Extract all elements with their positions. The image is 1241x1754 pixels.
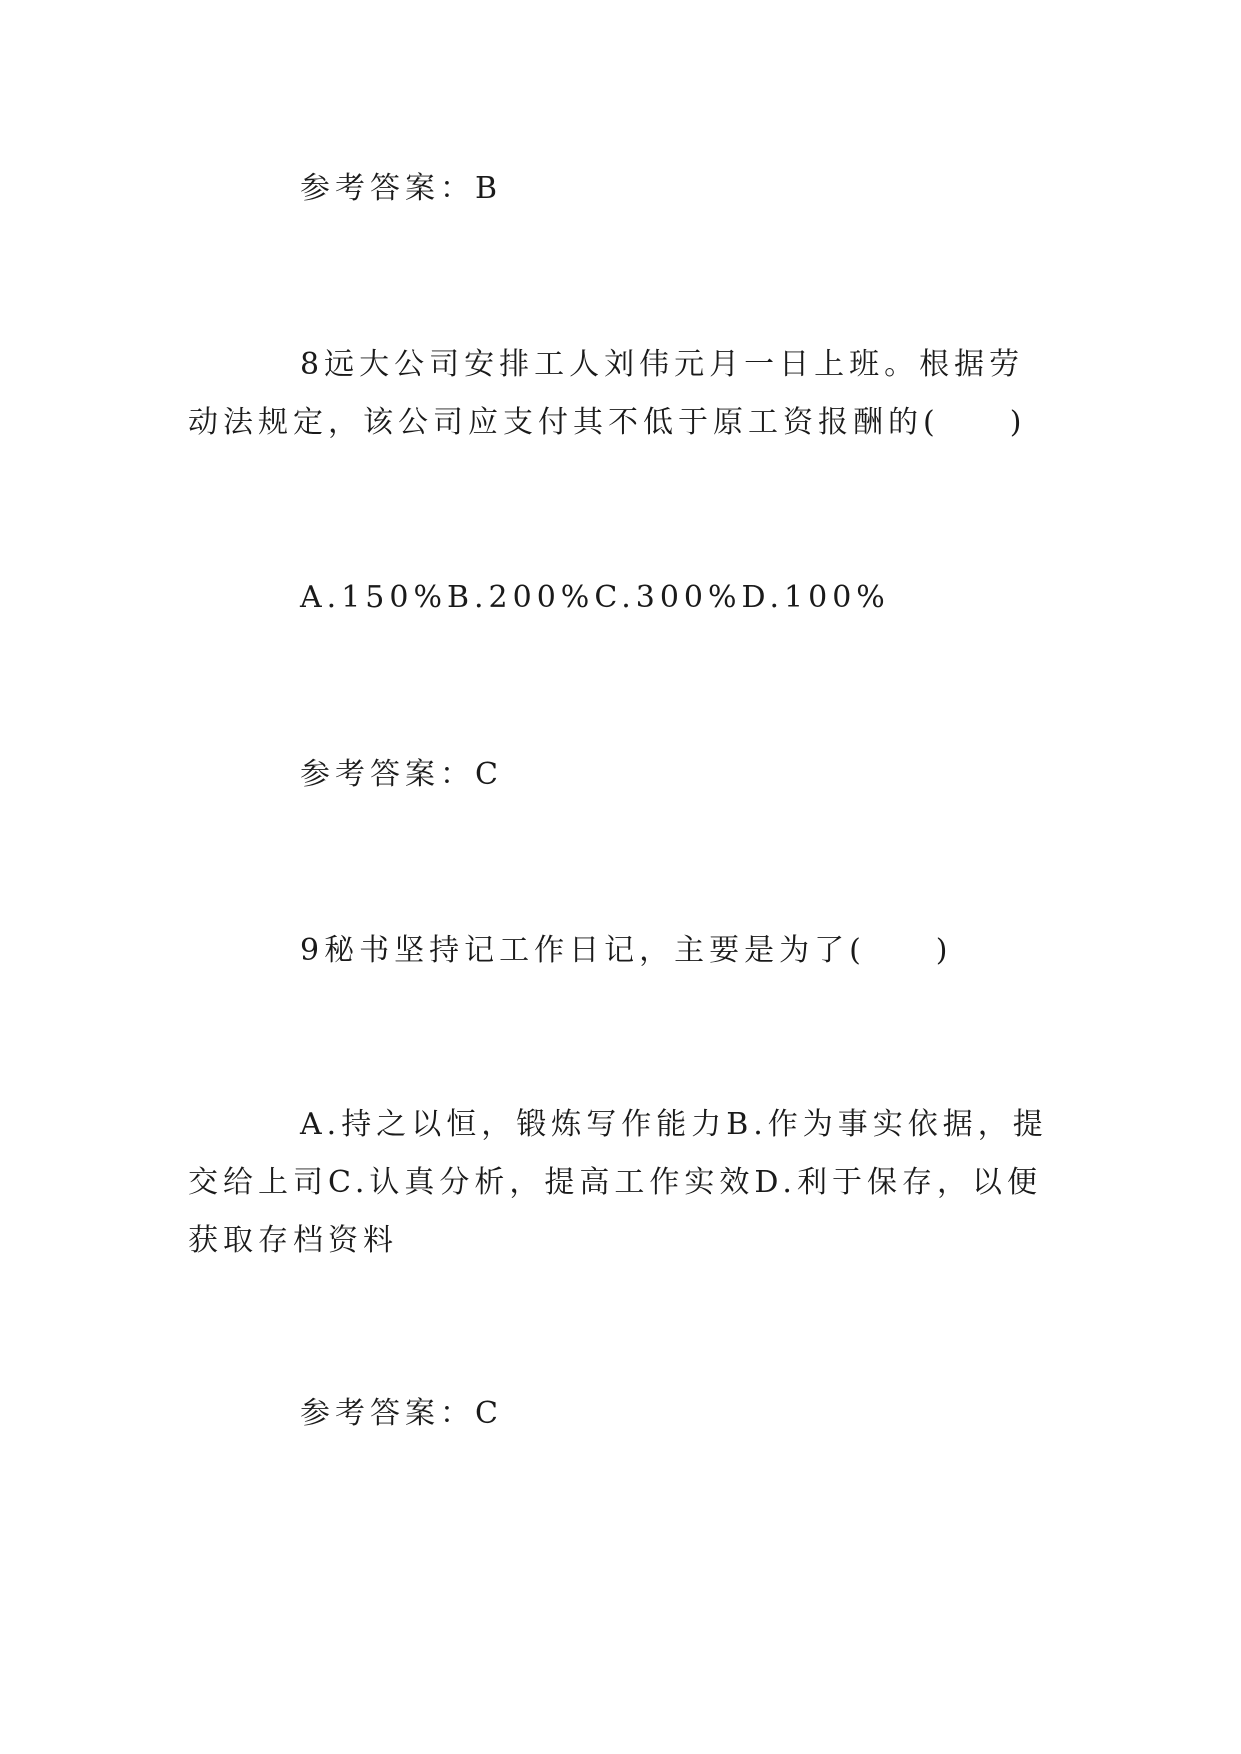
answer-previous: 参考答案：B bbox=[300, 171, 503, 206]
question-8-options: A.150%B.200%C.300%D.100% bbox=[300, 580, 890, 615]
question-9-stem: 9秘书坚持记工作日记，主要是为了( ) bbox=[300, 933, 953, 968]
question-8-stem: 8远大公司安排工人刘伟元月一日上班。根据劳动法规定，该公司应支付其不低于原工资报酬的( ) bbox=[188, 347, 1027, 440]
question-9-options: A.持之以恒，锻炼写作能力B.作为事实依据，提交给上司C.认真分析，提高工作实效D.利于保存，以便获取存档资料 bbox=[188, 1107, 1048, 1258]
question-9-answer: 参考答案：C bbox=[300, 1396, 503, 1431]
question-8-answer: 参考答案：C bbox=[300, 757, 503, 792]
